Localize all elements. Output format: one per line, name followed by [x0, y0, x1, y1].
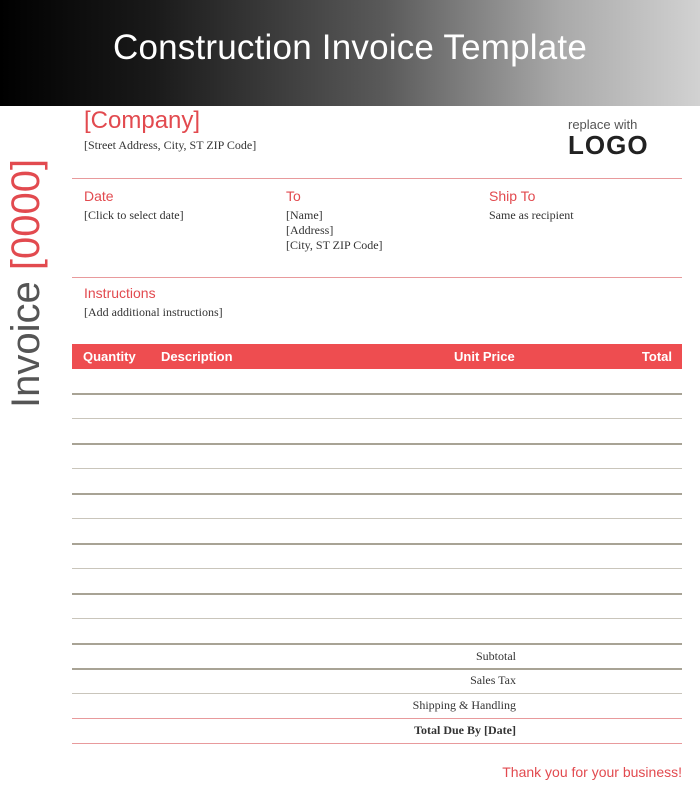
table-header [72, 344, 682, 369]
company-name[interactable]: [Company] [84, 107, 201, 134]
header-total: Total [641, 349, 672, 364]
table-row[interactable] [72, 493, 682, 495]
ship-to-field[interactable]: Same as recipient [489, 208, 574, 222]
to-label: To [286, 188, 301, 204]
divider [72, 178, 682, 179]
summary-divider [72, 668, 682, 670]
invoice-side-title [6, 128, 46, 408]
table-row[interactable] [72, 618, 682, 619]
logo-line1: replace with [568, 117, 638, 132]
date-field[interactable]: [Click to select date] [84, 208, 184, 222]
date-label: Date [84, 188, 114, 204]
to-city-field[interactable]: [City, ST ZIP Code] [286, 238, 383, 252]
table-row[interactable] [72, 443, 682, 445]
summary-divider [72, 743, 682, 744]
logo-line2: LOGO [568, 130, 649, 160]
table-row[interactable] [72, 393, 682, 395]
summary-divider [72, 693, 682, 694]
invoice-side-word: Invoice [4, 281, 48, 408]
instructions-label: Instructions [84, 285, 156, 301]
subtotal-label: Subtotal [475, 649, 516, 663]
divider [72, 277, 682, 278]
table-row[interactable] [72, 418, 682, 419]
table-row[interactable] [72, 543, 682, 545]
header-description: Description [161, 349, 233, 364]
company-address[interactable]: [Street Address, City, ST ZIP Code] [84, 138, 257, 152]
ship-to-label: Ship To [489, 188, 536, 204]
sales-tax-label: Sales Tax [470, 673, 516, 687]
table-row[interactable] [72, 568, 682, 569]
thank-you-note: Thank you for your business! [502, 764, 682, 780]
banner [0, 0, 700, 106]
table-row[interactable] [72, 643, 682, 645]
logo-placeholder[interactable] [568, 118, 668, 158]
shipping-label: Shipping & Handling [412, 698, 516, 712]
summary-divider [72, 718, 682, 719]
header-unit-price: Unit Price [454, 349, 515, 364]
invoice-number[interactable]: [0000] [4, 158, 48, 271]
table-row[interactable] [72, 593, 682, 595]
header-quantity: Quantity [83, 349, 136, 364]
banner-title: Construction Invoice Template [112, 28, 587, 67]
to-name-field[interactable]: [Name] [286, 208, 323, 222]
table-row[interactable] [72, 468, 682, 469]
instructions-field[interactable]: [Add additional instructions] [84, 305, 223, 319]
to-address-field[interactable]: [Address] [286, 223, 334, 237]
total-due-label: Total Due By [Date] [414, 723, 516, 737]
table-row[interactable] [72, 518, 682, 519]
